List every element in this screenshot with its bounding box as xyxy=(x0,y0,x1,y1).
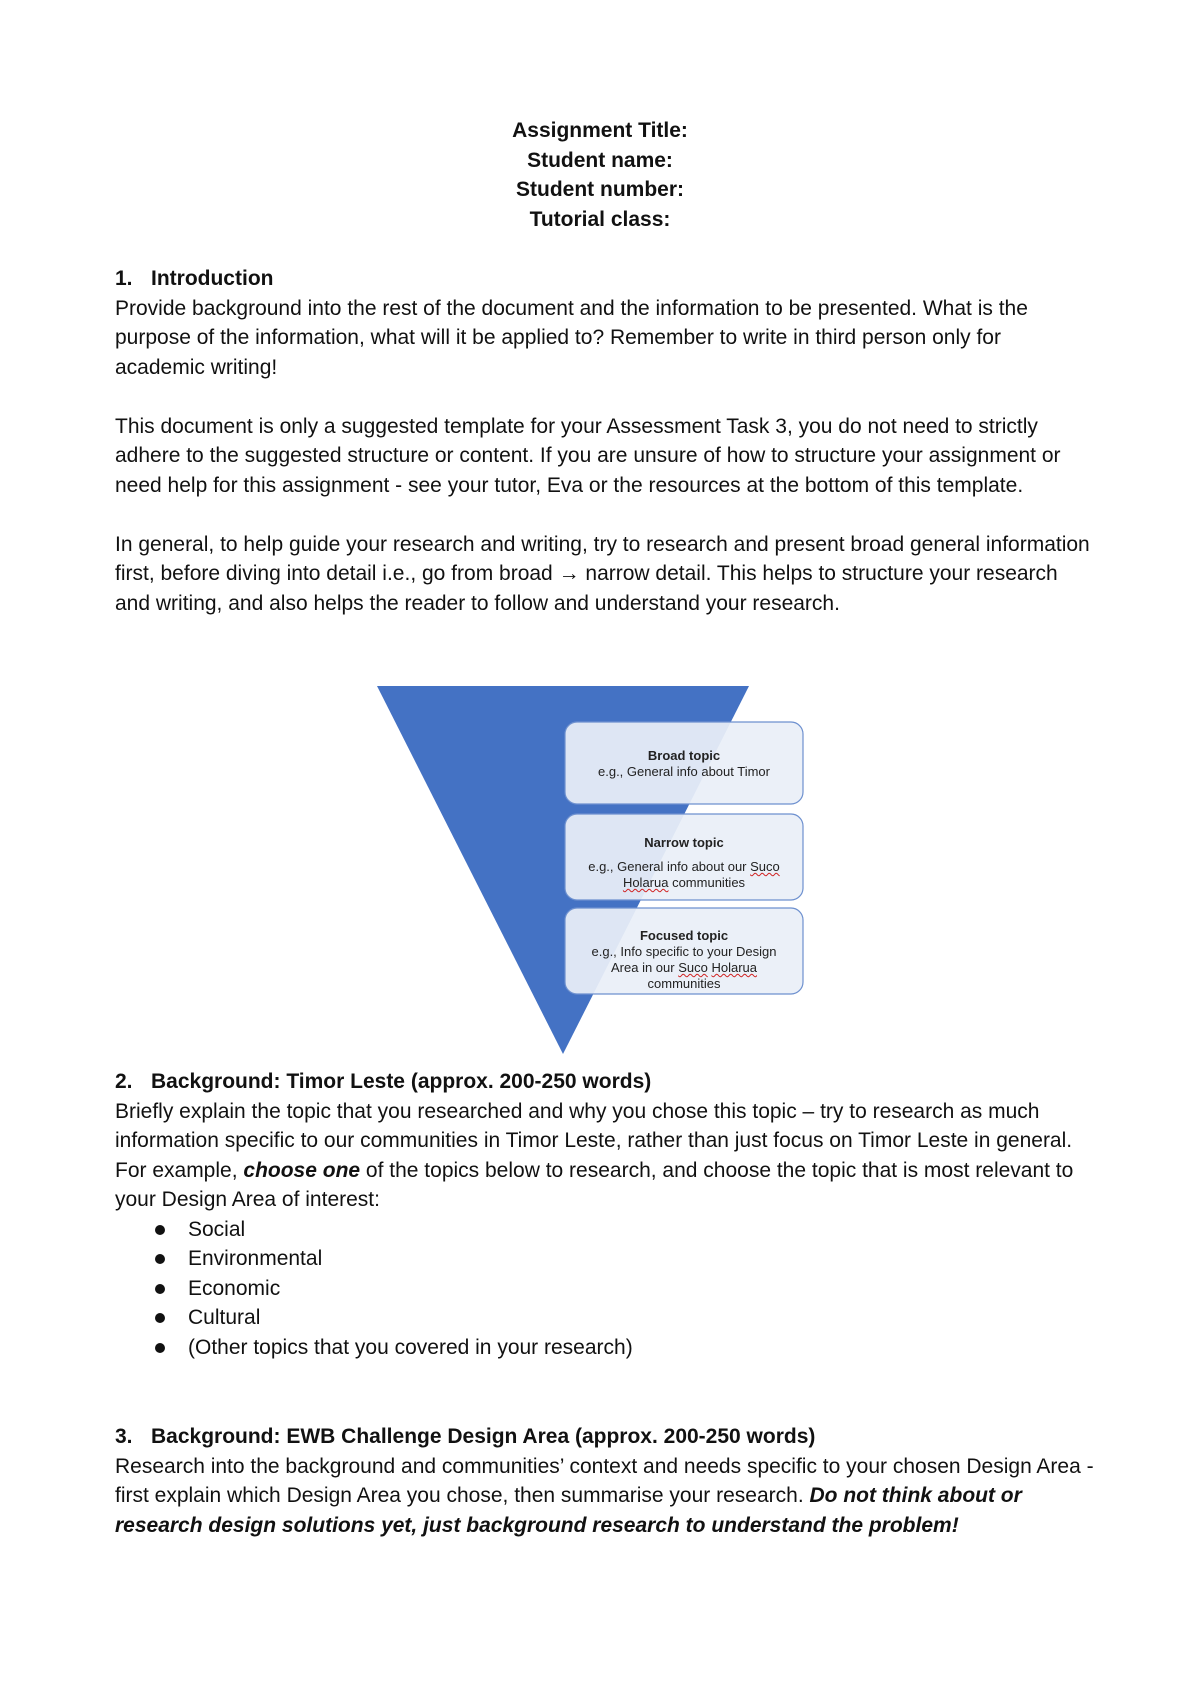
narrow-topic-title: Narrow topic xyxy=(644,835,724,850)
list-item: Cultural xyxy=(115,1303,1095,1333)
narrow-topic-desc: e.g., General info about our Suco Holarua communities xyxy=(588,859,780,890)
section-heading xyxy=(115,1422,1095,1452)
background-design-area-paragraph: Research into the background and communities’ context and needs specific to your chosen Design Area - first explain which Design Area you chose, then summarise your research. Do not think about or research design solutions yet, just background research to understand the problem! xyxy=(115,1454,1094,1537)
section-title: Background: EWB Challenge Design Area (approx. 200-250 words) xyxy=(151,1425,816,1448)
section-background-timor-leste xyxy=(115,1067,1095,1362)
list-item: (Other topics that you covered in your research) xyxy=(115,1333,1095,1363)
section-title: Background: Timor Leste (approx. 200-250 words) xyxy=(151,1070,652,1093)
broad-topic-title: Broad topic xyxy=(647,748,721,763)
broad-to-narrow-diagram xyxy=(375,686,815,1056)
background-timor-paragraph: Briefly explain the topic that you researched and why you chose this topic – try to research as much information specific to our communities in Timor Leste, rather than just focus on Timor Leste in general. For example, choose one of the topics below to research, and choose the topic that is most relevant to your Design Area of interest: xyxy=(115,1099,1074,1211)
list-item: Economic xyxy=(115,1274,1095,1304)
section-number: 1. xyxy=(115,267,133,290)
topic-bullet-list xyxy=(115,1215,1095,1363)
intro-paragraph: Provide background into the rest of the document and the information to be presented. What is the purpose of the information, what will it be applied to? Remember to write in third person only for academic writing! xyxy=(115,296,1028,379)
tutorial-class-label: Tutorial class: xyxy=(529,207,671,231)
list-item: Social xyxy=(115,1215,1095,1245)
broad-topic-desc: e.g., General info about Timor xyxy=(598,764,770,779)
guidance-paragraph: In general, to help guide your research and writing, try to research and present broad general information first, before diving into detail i.e., go from broad → narrow detail. This helps to structure your research and writing, and also helps the reader to follow and understand your research. xyxy=(115,532,1090,615)
focused-topic-desc: e.g., Info specific to your Design Area in our Suco Holarua communities xyxy=(591,944,777,991)
student-name-label: Student name: xyxy=(527,148,673,172)
section-number: 2. xyxy=(115,1070,133,1093)
list-item: Environmental xyxy=(115,1244,1095,1274)
student-number-label: Student number: xyxy=(516,178,684,201)
section-background-design-area xyxy=(115,1422,1095,1540)
focused-topic-title: Focused topic xyxy=(639,928,729,943)
section-heading xyxy=(115,264,1095,294)
section-title: Introduction xyxy=(151,267,274,290)
section-introduction xyxy=(115,264,1095,618)
broad-topic-text xyxy=(565,748,803,780)
focused-topic-text xyxy=(565,928,803,992)
narrow-topic-text xyxy=(565,835,803,891)
document-header xyxy=(0,116,1200,234)
assignment-title-label: Assignment Title: xyxy=(512,119,688,142)
section-number: 3. xyxy=(115,1425,133,1448)
template-note-paragraph: This document is only a suggested template for your Assessment Task 3, you do not need to strictly adhere to the suggested structure or content. If you are unsure of how to structure your assignment or need help for this assignment - see your tutor, Eva or the resources at the bottom of this template. xyxy=(115,414,1061,497)
section-heading xyxy=(115,1067,1095,1097)
